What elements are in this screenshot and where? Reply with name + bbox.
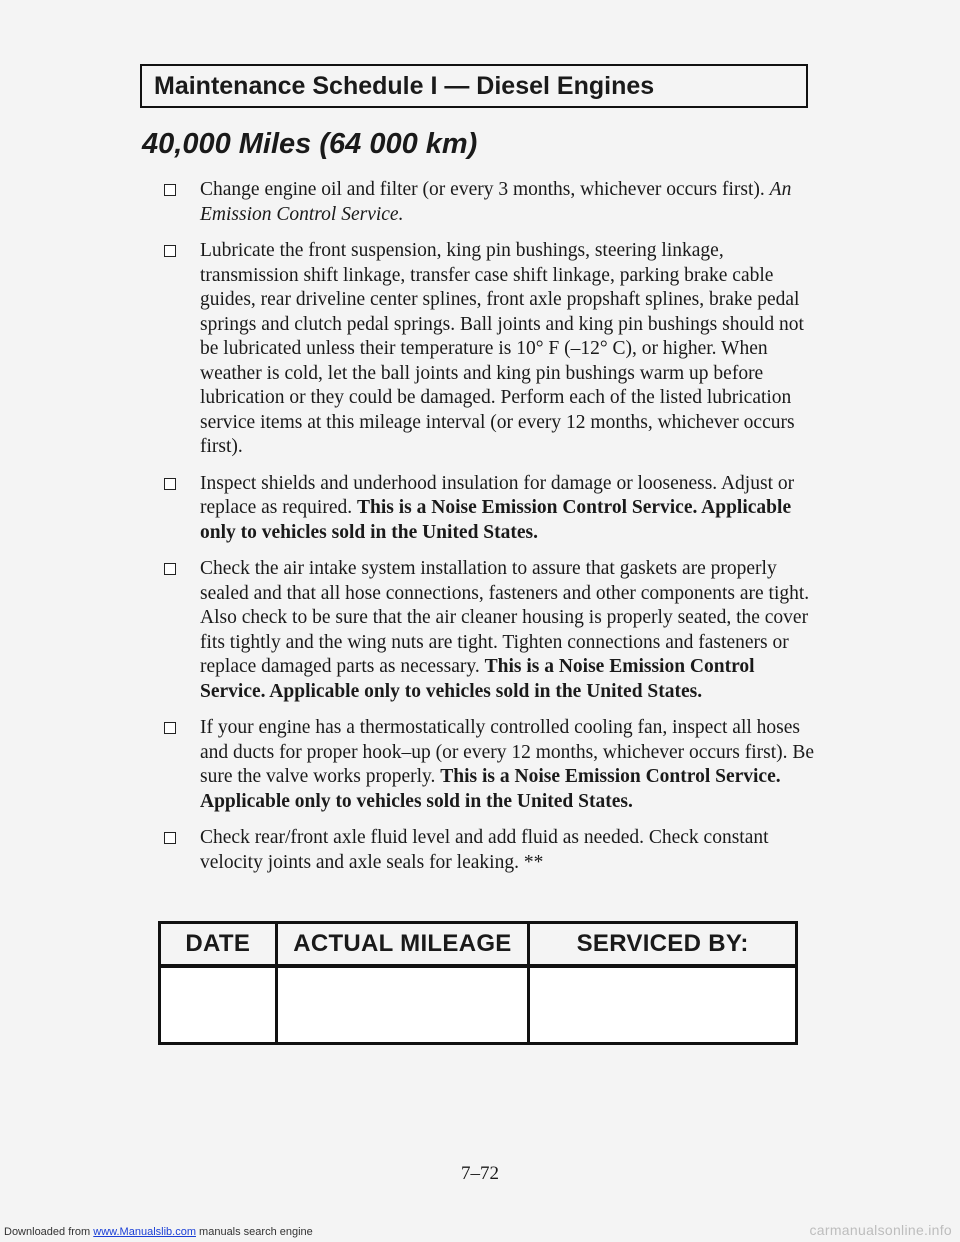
item-text: Change engine oil and filter (or every 3 months, whichever occurs first).	[200, 179, 765, 200]
header-title: Maintenance Schedule I — Diesel Engines	[154, 71, 655, 100]
manualslib-link[interactable]: www.Manualslib.com	[93, 1226, 196, 1238]
item-text: If your engine has a thermostatically controlled cooling fan, inspect all hoses and ducts for proper hook–up (or every 12 months, whichever occurs first). Be sure the valve works properly.	[200, 717, 815, 787]
list-item	[160, 239, 820, 460]
item-bold-note: This is a Noise Emission Control Service. Applicable only to vehicles sold in the United States.	[200, 766, 781, 812]
checkbox-icon[interactable]	[164, 563, 176, 575]
item-text: Inspect shields and underhood insulation for damage or looseness. Adjust or replace as required.	[200, 472, 795, 518]
item-italic-note: An Emission Control Service.	[200, 179, 792, 225]
download-suffix: manuals search engine	[199, 1226, 313, 1238]
column-header-date: DATE	[160, 923, 277, 967]
table-row	[160, 966, 797, 1044]
list-item	[160, 557, 820, 704]
list-item	[160, 178, 820, 227]
download-prefix: Downloaded from	[4, 1226, 91, 1238]
actual-mileage-cell[interactable]	[276, 966, 529, 1044]
table-header-row	[160, 923, 797, 967]
checkbox-icon[interactable]	[164, 722, 176, 734]
service-log-table	[158, 921, 798, 1045]
serviced-by-cell[interactable]	[529, 966, 797, 1044]
column-header-serviced-by: SERVICED BY:	[529, 923, 797, 967]
column-header-actual-mileage: ACTUAL MILEAGE	[276, 923, 529, 967]
item-bold-note: This is a Noise Emission Control Service. Applicable only to vehicles sold in the United States.	[200, 656, 755, 702]
watermark: carmanualsonline.info	[809, 1222, 952, 1238]
checkbox-icon[interactable]	[164, 184, 176, 196]
list-item	[160, 716, 820, 814]
item-text: Check rear/front axle fluid level and add fluid as needed. Check constant velocity joints and axle seals for leaking. **	[200, 827, 769, 873]
item-bold-note: This is a Noise Emission Control Service. Applicable only to vehicles sold in the United States.	[200, 497, 792, 543]
page-header	[140, 64, 808, 108]
list-item	[160, 472, 820, 546]
item-text: Lubricate the front suspension, king pin bushings, steering linkage, transmission shift linkage, transfer case shift linkage, parking brake cable guides, rear driveline center splines, front axle propshaft splines, brake pedal springs and clutch pedal springs. Ball joints and king pin bushings should not be lubricated unless their temperature is 10° F (–12° C), or higher. When weather is cold, let the ball joints and king pin bushings warm up before lubrication or they could be damaged. Perform each of the listed lubrication service items at this mileage interval (or every 12 months, whichever occurs first).	[200, 240, 804, 457]
date-cell[interactable]	[160, 966, 277, 1044]
checkbox-icon[interactable]	[164, 832, 176, 844]
section-title: 40,000 Miles (64 000 km)	[142, 128, 478, 160]
page-number: 7–72	[461, 1163, 499, 1184]
item-text: Check the air intake system installation to assure that gaskets are properly sealed and that all hose connections, fasteners and other components are tight. Also check to be sure that the air cleaner housing is properly seated, the cover fits tightly and the wing nuts are tight. Tighten connections and fasteners or replace damaged parts as necessary.	[200, 558, 810, 677]
checklist	[160, 178, 820, 887]
checkbox-icon[interactable]	[164, 245, 176, 257]
download-credit	[4, 1226, 313, 1238]
list-item	[160, 826, 820, 875]
checkbox-icon[interactable]	[164, 478, 176, 490]
